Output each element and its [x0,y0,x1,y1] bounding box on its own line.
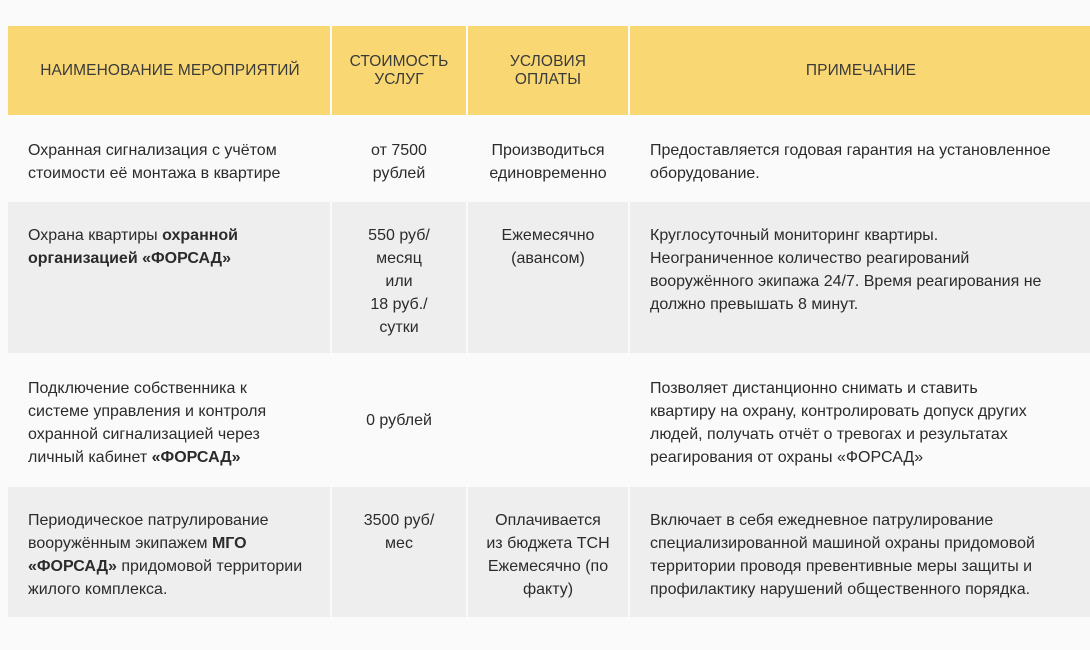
cell-line: 550 руб/ [368,227,430,244]
cell-line: из бюджета ТСН [486,535,610,552]
cell-line: системе управления и контроля [28,403,267,420]
cell-line [28,532,312,555]
cell-bold-text: МГО [211,535,247,552]
cell-name [8,355,330,485]
cell-line: Оплачивается [495,512,601,529]
table-row [8,487,1090,617]
header-note [630,26,1090,115]
cell-line: людей, получать отчёт о тревогах и результатах [650,426,1008,443]
cell-terms [468,117,628,200]
header-name [8,26,330,115]
cell-line: охранной сигнализацией через [28,426,260,443]
cell-bold-text: охранной [162,227,239,244]
table-row [8,202,1090,353]
cell-line: реагирования от охраны «ФОРСАД» [650,449,924,466]
cell-bold-text: организацией «ФОРСАД» [28,250,231,267]
cell-line: территории проводя превентивные меры защиты и [650,558,1033,575]
header-cost-line: УСЛУГ [374,70,424,88]
cell-text: личный кабинет [28,449,152,466]
cell-line: Предоставляется годовая гарантия на установленное [650,142,1051,159]
services-table [8,26,1090,619]
cell-line: 3500 руб/ [363,512,435,529]
cell-line: Включает в себя ежедневное патрулирование [650,512,994,529]
cell-note [630,202,1090,353]
cell-text: придомовой территории [116,558,303,575]
cell-line: единовременно [489,165,607,182]
cell-line: Неограниченное количество реагирований [650,250,970,267]
cell-bold-text: «ФОРСАД» [28,558,117,575]
cell-bold-text: «ФОРСАД» [151,449,241,466]
cell-note [630,117,1090,200]
header-terms [468,26,628,115]
cell-name [8,202,330,353]
cell-line: Периодическое патрулирование [28,512,269,529]
cell-note [630,355,1090,485]
cell-line [28,224,312,247]
header-name-text: НАИМЕНОВАНИЕ МЕРОПРИЯТИЙ [40,61,300,79]
header-note-text: ПРИМЕЧАНИЕ [805,61,917,79]
cell-line: 18 руб./ [370,296,428,313]
cell-line: Охранная сигнализация с учётом [28,142,277,159]
cell-line: Производиться [491,142,605,159]
cell-line: Круглосуточный мониторинг квартиры. [650,227,939,244]
cell-cost [332,202,466,353]
header-cost [332,26,466,115]
cell-line: Позволяет дистанционно снимать и ставить [650,380,978,397]
cell-line: профилактику нарушений общественного порядка. [650,581,1031,598]
cell-line: 0 рублей [366,411,432,429]
cell-line: Подключение собственника к [28,380,247,397]
cell-line: стоимости её монтажа в квартире [28,165,281,182]
cell-line [28,555,312,578]
cell-line: оборудование. [650,165,760,182]
cell-line: Ежемесячно (по [487,558,609,575]
cell-line: сутки [379,319,419,336]
cell-cost [332,487,466,617]
cell-line: (авансом) [511,250,585,267]
cell-line: рублей [372,165,426,182]
cell-line: квартиру на охрану, контролировать допуск других [650,403,1027,420]
cell-line: месяц [376,250,422,267]
cell-terms [468,487,628,617]
cell-line: факту) [522,581,574,598]
cell-line [28,446,312,469]
cell-name [8,117,330,200]
cell-cost [332,355,466,485]
cell-line: или [385,273,413,290]
cell-line: мес [385,535,413,552]
cell-text: вооружённым экипажем [28,535,212,552]
header-terms-line: ОПЛАТЫ [514,70,582,88]
cell-note [630,487,1090,617]
cell-text: Охрана квартиры [28,227,163,244]
cell-cost [332,117,466,200]
cell-line: Ежемесячно [501,227,595,244]
table-row [8,117,1090,200]
cell-line: жилого комплекса. [28,581,168,598]
cell-line: от 7500 [371,142,427,159]
cell-terms [468,355,628,485]
cell-line: вооружённого экипажа 24/7. Время реагирования не [650,273,1042,290]
cell-line: специализированной машиной охраны придомовой [650,535,1035,552]
table-header-row [8,26,1090,115]
header-cost-line: СТОИМОСТЬ [349,52,449,70]
cell-line: должно превышать 8 минут. [650,296,859,313]
table-row [8,355,1090,485]
cell-name [8,487,330,617]
cell-terms [468,202,628,353]
header-terms-line: УСЛОВИЯ [509,52,587,70]
